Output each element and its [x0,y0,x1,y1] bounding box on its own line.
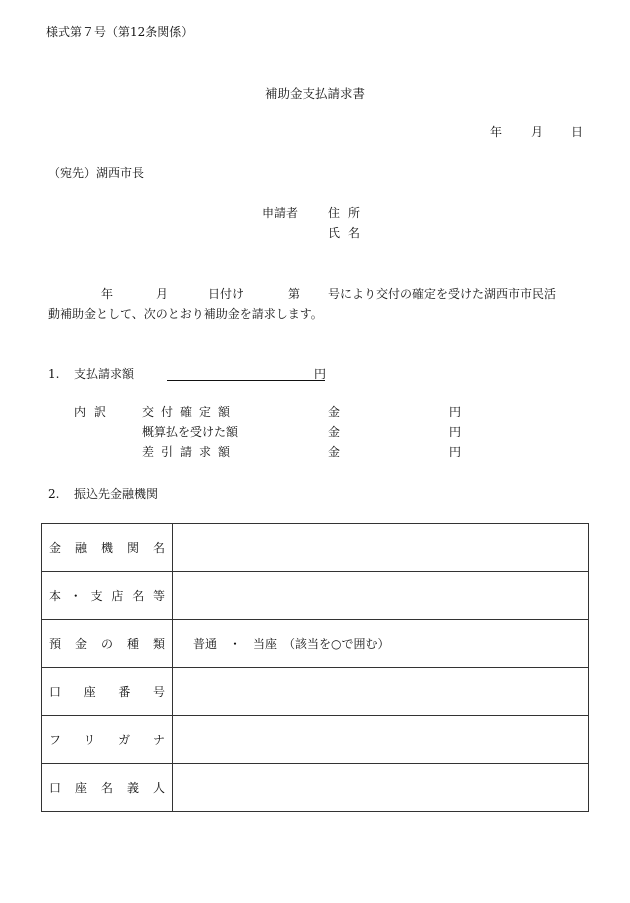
bank-name-label: 金融機関名 [49,541,165,555]
date-year-label: 年 [490,125,503,139]
row-gaisan-label: 概算払を受けた額 [142,425,239,439]
account-number-label: 口座番号 [49,685,165,699]
row-kofu-kin: 金 [328,405,341,419]
table-row [42,524,589,572]
body-line2: 動補助金として、次のとおり補助金を請求します。 [48,307,323,321]
row-gaisan-kin: 金 [328,425,341,439]
bank-table [41,523,589,812]
section2-number: 2. [48,487,60,501]
body-line1-rest: 号により交付の確定を受けた湖西市市民活 [328,287,557,301]
section1-label: 支払請求額 [74,367,135,381]
section1-unit: 円 [314,367,327,381]
branch-name-field[interactable] [173,572,589,620]
row-sashihiki-yen: 円 [449,445,462,459]
document-title: 補助金支払請求書 [264,86,365,101]
table-row [42,620,589,668]
amount-underline [167,380,325,381]
account-number-field[interactable] [173,668,589,716]
table-row [42,716,589,764]
section1-number: 1. [48,367,60,381]
addressee: （宛先）湖西市長 [48,166,145,180]
form-number: 様式第７号（第12条関係） [46,25,194,39]
row-sashihiki-kin: 金 [328,445,341,459]
deposit-type-label: 預金の種類 [49,637,165,651]
bank-name-field[interactable] [173,524,589,572]
branch-name-label: 本・支店名等 [49,589,165,603]
row-sashihiki-label: 差引請求額 [142,445,238,459]
account-holder-field[interactable] [173,764,589,812]
body-year: 年 [101,287,114,301]
furigana-label: フリガナ [49,733,165,747]
row-kofu-yen: 円 [449,405,462,419]
row-kofu-label: 交付確定額 [142,405,238,419]
date-month-label: 月 [531,125,544,139]
applicant-label: 申請者 [262,206,299,220]
row-gaisan-yen: 円 [449,425,462,439]
breakdown-label: 内訳 [74,405,115,419]
address-label: 住所 [328,206,369,220]
name-label: 氏名 [328,226,369,240]
table-row [42,764,589,812]
body-day: 日付け [208,287,245,301]
section2-label: 振込先金融機関 [74,487,159,501]
table-row [42,572,589,620]
date-day-label: 日 [571,125,584,139]
body-month: 月 [156,287,169,301]
table-row [42,668,589,716]
furigana-field[interactable] [173,716,589,764]
body-dai: 第 [288,287,301,301]
account-holder-label: 口座名義人 [49,781,165,795]
deposit-type-field[interactable]: 普通 ・ 当座 （該当を○で囲む） [173,620,589,668]
